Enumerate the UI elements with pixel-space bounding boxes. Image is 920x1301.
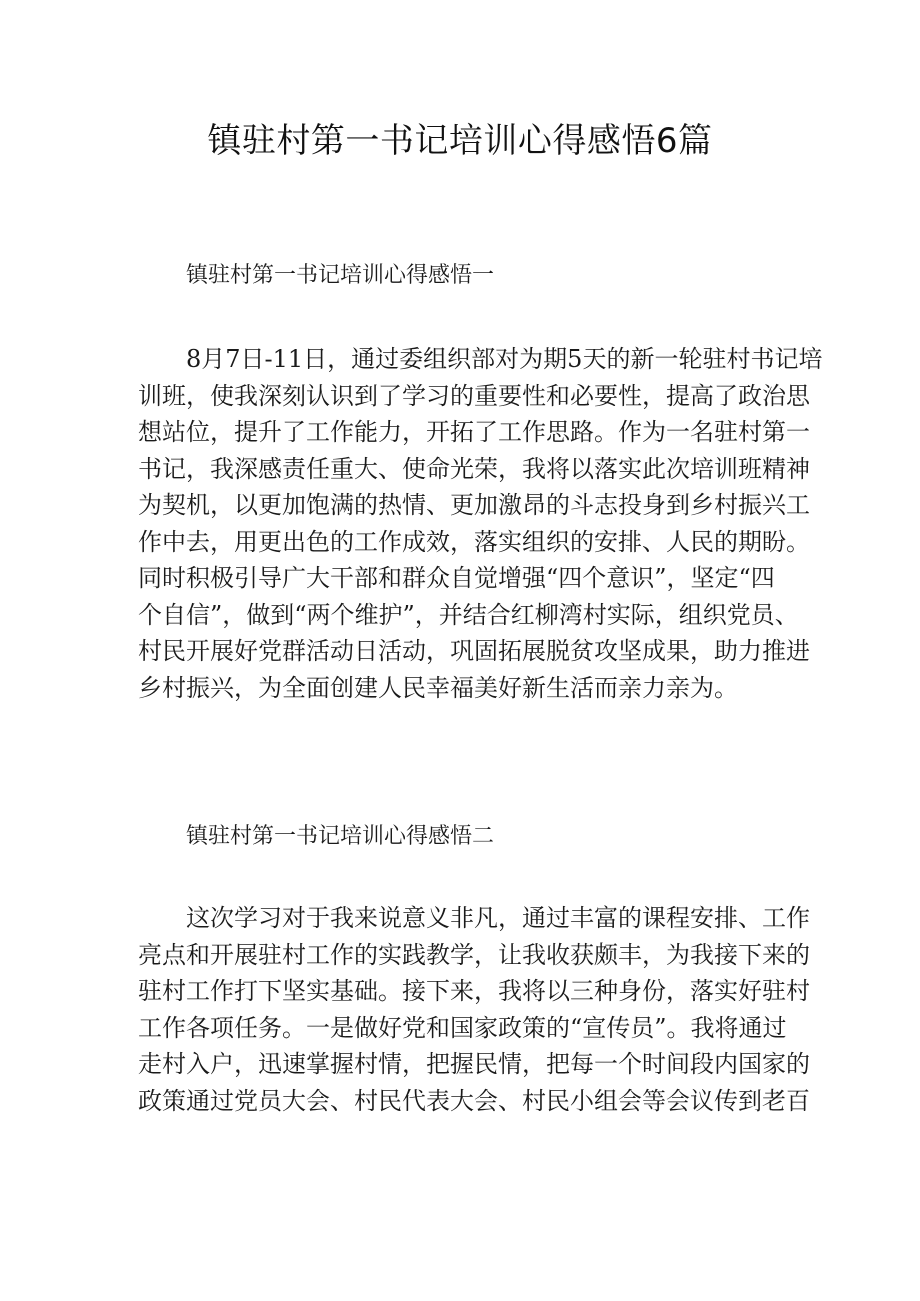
paragraph-line: 工作各项任务。一是做好党和国家政策的“宣传员”。我将通过 xyxy=(138,1013,787,1042)
paragraph-line: 为契机，以更加饱满的热情、更加激昂的斗志投身到乡村振兴工 xyxy=(138,491,810,519)
section-heading-2: 镇驻村第一书记培训心得感悟二 xyxy=(186,824,495,849)
paragraph-line: 走村入户，迅速掌握村情，把握民情，把每一个时间段内国家的 xyxy=(138,1050,810,1078)
paragraph-line: 这次学习对于我来说意义非凡，通过丰富的课程安排、工作 xyxy=(186,904,810,932)
paragraph-line: 个自信”，做到“两个维护”，并结合红柳湾村实际，组织党员、 xyxy=(138,600,799,629)
paragraph-line: 政策通过党员大会、村民代表大会、村民小组会等会议传到老百 xyxy=(138,1086,810,1115)
paragraph-line: 亮点和开展驻村工作的实践教学，让我收获颇丰，为我接下来的 xyxy=(138,940,810,969)
document-title: 镇驻村第一书记培训心得感悟6篇 xyxy=(207,121,713,161)
paragraph-line: 乡村振兴，为全面创建人民幸福美好新生活而亲力亲为。 xyxy=(138,673,738,702)
paragraph-line: 作中去，用更出色的工作成效，落实组织的安排、人民的期盼。 xyxy=(138,527,810,556)
paragraph-line: 8月7日-11日，通过委组织部对为期5天的新一轮驻村书记培 xyxy=(186,345,823,373)
paragraph-line: 想站位，提升了工作能力，开拓了工作思路。作为一名驻村第一 xyxy=(138,418,810,446)
section-1-paragraph xyxy=(138,341,823,706)
section-2-paragraph xyxy=(138,900,810,1119)
paragraph-line: 书记，我深感责任重大、使命光荣，我将以落实此次培训班精神 xyxy=(138,454,810,483)
paragraph-line: 训班，使我深刻认识到了学习的重要性和必要性，提高了政治思 xyxy=(138,381,810,410)
paragraph-line: 村民开展好党群活动日活动，巩固拓展脱贫攻坚成果，助力推进 xyxy=(138,637,810,665)
paragraph-line: 驻村工作打下坚实基础。接下来，我将以三种身份，落实好驻村 xyxy=(138,977,810,1005)
section-heading-1: 镇驻村第一书记培训心得感悟一 xyxy=(186,263,495,288)
paragraph-line: 同时积极引导广大干部和群众自觉增强“四个意识”，坚定“四 xyxy=(138,564,775,592)
